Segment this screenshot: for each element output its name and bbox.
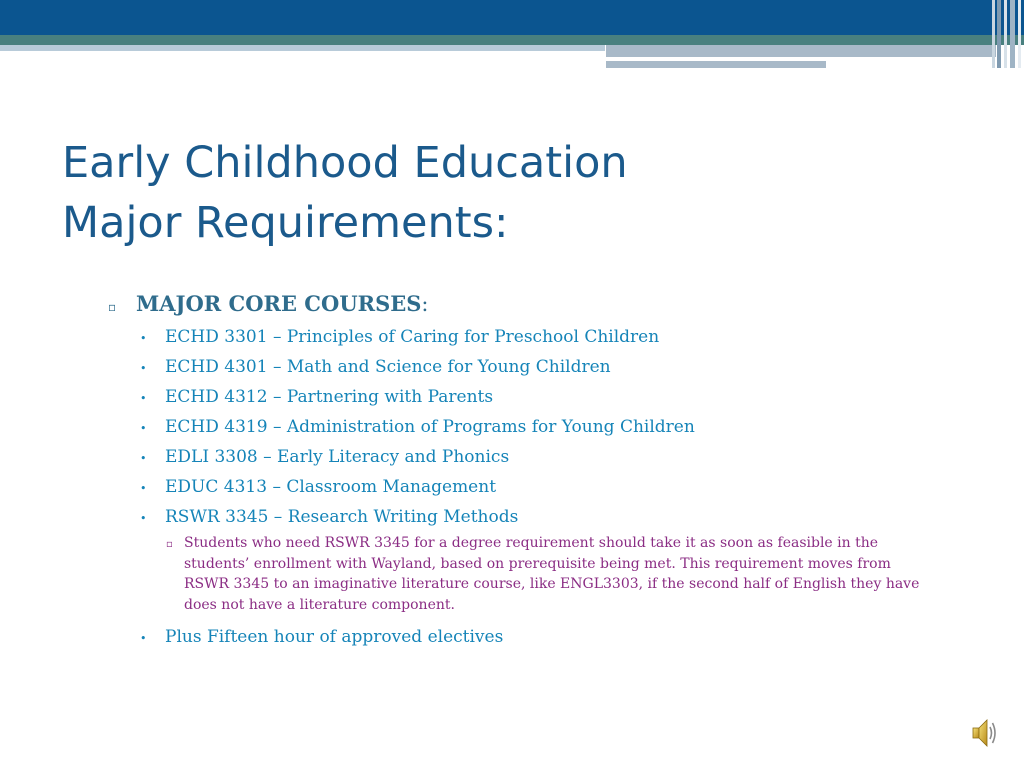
header-stripe <box>1004 0 1007 68</box>
header-stripe <box>1010 0 1015 68</box>
header-banner-white-line <box>606 57 948 60</box>
dot-bullet-icon: • <box>140 632 147 645</box>
header-banner-teal-stripe <box>0 35 1024 45</box>
electives-label: Plus Fifteen hour of approved electives <box>165 627 504 647</box>
slide-title-line-2: Major Requirements: <box>62 198 509 248</box>
dot-bullet-icon: • <box>140 482 147 495</box>
electives-item <box>140 623 978 653</box>
course-label: ECHD 4319 – Administration of Programs for Young Children <box>165 417 695 437</box>
course-item <box>140 383 978 413</box>
course-label: ECHD 4312 – Partnering with Parents <box>165 387 494 407</box>
course-item <box>140 443 978 473</box>
requirement-note-text: Students who need RSWR 3345 for a degree requirement should take it as soon as feasible in the students’ enrollment with Wayland, based on prerequisite being met. This requirement moves from RSWR 3345 to an imaginative literature course, like ENGL3303, if the second half of English they have does not have a literature component. <box>184 535 920 613</box>
dot-bullet-icon: • <box>140 452 147 465</box>
dot-bullet-icon: • <box>140 422 147 435</box>
course-label: RSWR 3345 – Research Writing Methods <box>165 507 519 527</box>
electives-list <box>108 623 978 653</box>
dot-bullet-icon: • <box>140 392 147 405</box>
slide-title-line-1: Early Childhood Education <box>62 138 628 188</box>
header-stripe <box>1018 0 1021 68</box>
course-list <box>108 323 978 533</box>
square-bullet-icon: ▫ <box>166 539 173 550</box>
slide-content <box>108 288 978 653</box>
course-item <box>140 413 978 443</box>
requirement-note <box>108 533 978 615</box>
section-heading-colon: : <box>421 292 429 316</box>
course-label: ECHD 4301 – Math and Science for Young Children <box>165 357 611 377</box>
dot-bullet-icon: • <box>140 512 147 525</box>
course-label: EDLI 3308 – Early Literacy and Phonics <box>165 447 510 467</box>
dot-bullet-icon: • <box>140 362 147 375</box>
course-item <box>140 473 978 503</box>
header-banner-gray-block <box>606 45 996 57</box>
course-item <box>140 353 978 383</box>
course-item <box>140 323 978 353</box>
course-item <box>140 503 978 533</box>
dot-bullet-icon: • <box>140 332 147 345</box>
section-heading-row <box>108 288 978 323</box>
square-bullet-icon: ▫ <box>108 300 117 314</box>
header-stripe <box>992 0 995 68</box>
slide-title <box>62 133 962 253</box>
header-banner <box>0 0 1024 35</box>
header-banner-light-stripe <box>0 45 605 51</box>
speaker-icon[interactable] <box>972 716 998 750</box>
course-label: ECHD 3301 – Principles of Caring for Preschool Children <box>165 327 660 347</box>
section-heading: MAJOR CORE COURSES <box>136 291 422 316</box>
header-banner-gray-block-lower <box>606 61 826 68</box>
course-label: EDUC 4313 – Classroom Management <box>165 477 497 497</box>
spacer <box>108 615 978 623</box>
header-stripe <box>997 0 1001 68</box>
